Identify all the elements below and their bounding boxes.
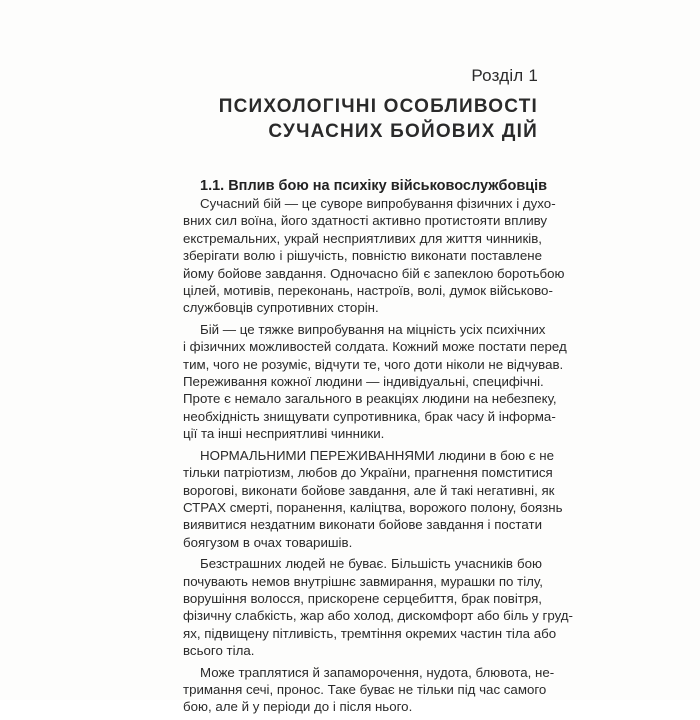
text-line: НОРМАЛЬНИМИ ПЕРЕЖИВАННЯМИ людини в бою є не (200, 447, 555, 463)
text-line: екстремальних, украй несприятливих для життя чинників, (183, 230, 542, 246)
text-line: СТРАХ смерті, поранення, каліцтва, ворожого полону, боязнь (183, 499, 563, 515)
chapter-title (178, 94, 538, 144)
text-line: ції та інші несприятливі чинники. (183, 426, 385, 442)
chapter-title-line: ПСИХОЛОГІЧНІ ОСОБЛИВОСТІ (218, 96, 538, 117)
text-line: почувають немов внутрішнє завмирання, мурашки по тілу, (183, 573, 543, 589)
text-line: ях, підвищену пітливість, тремтіння окремих частин тіла або (183, 625, 557, 641)
text-line: виявитися нездатним виконати бойове завдання і постати (183, 517, 542, 533)
paragraph (183, 195, 565, 317)
text-line: всього тіла. (183, 643, 255, 659)
text-line: цілей, мотивів, переконань, настроїв, волі, думок військово- (183, 283, 553, 299)
text-line: бою, але й у періоди до і після нього. (183, 699, 413, 715)
text-line: йому бойове завдання. Одночасно бій є запеклою боротьбою (183, 265, 565, 281)
paragraph (183, 664, 555, 716)
paragraph (183, 555, 573, 659)
text-line: тим, чого не розуміє, відчути те, чого доти ніколи не відчував. (183, 356, 564, 372)
text-line: ворушіння волосся, прискорене серцебиття, брак повітря, (183, 590, 542, 606)
text-line: Безстрашних людей не буває. Більшість учасників бою (200, 556, 542, 572)
text-line: Може траплятися й запаморочення, нудота, блювота, не- (200, 664, 555, 680)
paragraph (183, 447, 563, 551)
text-line: Переживання кожної людини — індивідуальні, специфічні. (183, 374, 544, 390)
paragraph (183, 321, 567, 443)
text-line: Сучасний бій — це суворе випробування фізичних і духо- (200, 196, 556, 211)
text-line: і фізичних можливостей солдата. Кожний може постати перед (183, 339, 567, 355)
text-line: тільки патріотизм, любов до України, прагнення помститися (183, 465, 553, 481)
text-line: боягузом в очах товаришів. (183, 534, 353, 550)
body-text (183, 195, 573, 720)
text-line: Проте є немало загального в реакціях людини на небезпеку, (183, 391, 557, 407)
text-line: службовців супротивних сторін. (183, 300, 379, 316)
text-line: тримання сечі, пронос. Таке буває не тільки під час самого (183, 681, 547, 697)
text-line: фізичну слабкість, жар або холод, дискомфорт або біль у груд- (183, 608, 573, 624)
text-line: вних сил воїна, його здатності активно протистояти впливу (183, 213, 548, 229)
text-line: необхідність знищувати супротивника, брак часу й інформа- (183, 408, 556, 424)
section-heading: 1.1. Вплив бою на психіку військовослужбовців (200, 178, 548, 194)
chapter-title-line: СУЧАСНИХ БОЙОВИХ ДІЙ (268, 121, 538, 142)
text-line: зберігати волю і рішучість, повністю виконати поставлене (183, 248, 542, 264)
text-line: ворогові, виконати бойове завдання, але й такі негативні, як (183, 482, 555, 498)
chapter-label: Розділ 1 (471, 66, 538, 85)
text-line: Бій — це тяжке випробування на міцність усіх психічних (200, 321, 546, 337)
